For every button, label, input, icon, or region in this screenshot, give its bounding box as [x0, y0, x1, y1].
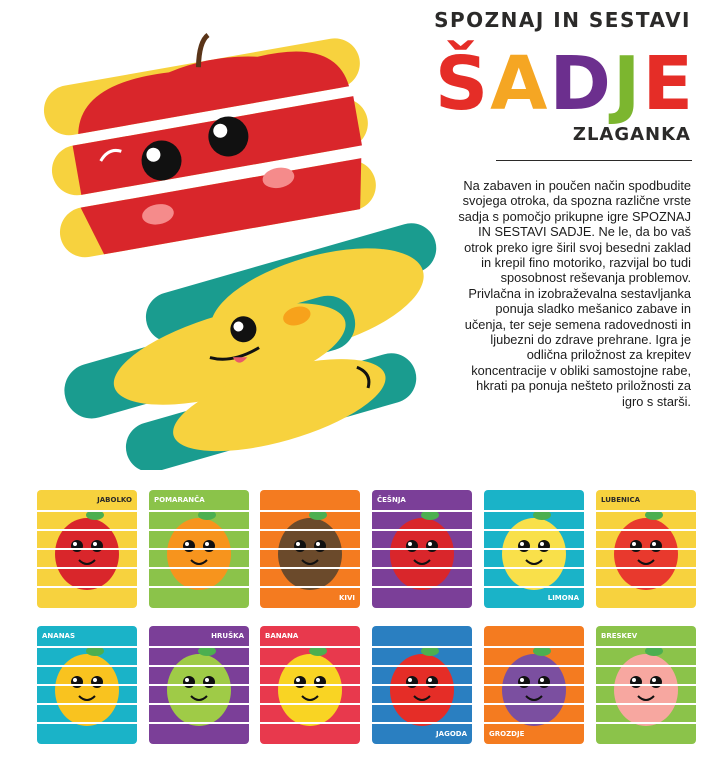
puzzle-cut-line [260, 529, 360, 531]
puzzle-cut-line [37, 586, 137, 588]
puzzle-cut-line [37, 665, 137, 667]
puzzle-cut-line [484, 567, 584, 569]
puzzle-cut-line [372, 665, 472, 667]
puzzle-cut-line [484, 646, 584, 648]
puzzle-cut-line [372, 684, 472, 686]
puzzle-cut-line [596, 722, 696, 724]
fruit-card-hruška [149, 626, 249, 744]
title-word [434, 41, 693, 127]
puzzle-cut-line [484, 684, 584, 686]
fruit-card-banana [260, 626, 360, 744]
divider [496, 160, 692, 161]
puzzle-cut-line [37, 722, 137, 724]
fruit-card-češnja [372, 490, 472, 608]
puzzle-cut-line [372, 567, 472, 569]
puzzle-cut-line [484, 586, 584, 588]
puzzle-cut-line [260, 665, 360, 667]
fruit-card-lubenica [596, 490, 696, 608]
fruit-card-ananas [37, 626, 137, 744]
fruit-card-label: BANANA [265, 632, 299, 640]
fruit-card-label: ČEŠNJA [377, 496, 406, 504]
puzzle-cut-line [372, 510, 472, 512]
title-letter-3: D [549, 41, 611, 127]
fruit-card-label: LIMONA [547, 594, 579, 602]
description: Na zabaven in poučen način spodbudite svojega otroka, da spozna različne vrste sadja s pomočjo prikupne igre SPOZNAJ IN SESTAVI SADJE. Ne le, da bo vaš otrok preko igre širil svoj besedni zaklad in krepil fino motoriko, razvijal bo tudi sposobnost reševanja problemov. Privlačna in izobraževalna sestavljanka ponuja sladko mešanico zabave in učenja, ter seje semena radovednosti in ljubezni do zdrave prehrane. Igra je odlična priložnost za krepitev koncentracije v obliki samostojne rabe, hkrati pa ponuja nešteto priložnosti za igro s starši. [458, 178, 691, 409]
puzzle-cut-line [484, 548, 584, 550]
puzzle-cut-line [372, 703, 472, 705]
puzzle-cut-line [149, 703, 249, 705]
puzzle-cut-line [372, 548, 472, 550]
fruit-card-label: KIVI [338, 594, 355, 602]
puzzle-cut-line [596, 684, 696, 686]
puzzle-cut-line [484, 529, 584, 531]
puzzle-cut-line [37, 646, 137, 648]
puzzle-cut-line [149, 646, 249, 648]
puzzle-cut-line [372, 586, 472, 588]
puzzle-cut-line [260, 548, 360, 550]
title-line-3: ZLAGANKA [572, 124, 691, 145]
fruit-card-label: GROZDJE [489, 730, 525, 738]
title-letter-2: A [490, 41, 548, 127]
puzzle-cut-line [37, 529, 137, 531]
puzzle-cut-line [37, 548, 137, 550]
puzzle-cut-line [484, 722, 584, 724]
fruit-card-limona [484, 490, 584, 608]
title-letter-4: J [612, 41, 641, 127]
puzzle-cut-line [260, 722, 360, 724]
fruit-card-label: BRESKEV [601, 632, 638, 640]
fruit-card-label: POMARANČA [154, 496, 205, 504]
puzzle-cut-line [260, 646, 360, 648]
fruit-card-jabolko [37, 490, 137, 608]
fruit-card-label: ANANAS [42, 632, 76, 640]
puzzle-cut-line [37, 510, 137, 512]
puzzle-cut-line [596, 586, 696, 588]
puzzle-cut-line [596, 510, 696, 512]
puzzle-cut-line [260, 684, 360, 686]
puzzle-cut-line [149, 529, 249, 531]
puzzle-cut-line [596, 646, 696, 648]
fruit-card-grozdje [484, 626, 584, 744]
puzzle-cut-line [37, 684, 137, 686]
puzzle-cut-line [149, 722, 249, 724]
puzzle-cut-line [372, 646, 472, 648]
puzzle-cut-line [149, 510, 249, 512]
puzzle-cut-line [372, 529, 472, 531]
fruit-card-label: JABOLKO [97, 496, 132, 504]
fruit-card-pomaranča [149, 490, 249, 608]
puzzle-cut-line [596, 529, 696, 531]
puzzle-cut-line [596, 665, 696, 667]
title-letter-1: Š [434, 41, 489, 127]
puzzle-cut-line [149, 567, 249, 569]
puzzle-cut-line [484, 703, 584, 705]
puzzle-cut-line [596, 703, 696, 705]
puzzle-cut-line [149, 586, 249, 588]
puzzle-cut-line [149, 548, 249, 550]
title-line-1: SPOZNAJ IN SESTAVI [434, 8, 691, 32]
puzzle-cut-line [149, 684, 249, 686]
fruit-card-label: JAGODA [436, 730, 467, 738]
puzzle-cut-line [484, 665, 584, 667]
fruit-card-label: LUBENICA [601, 496, 641, 504]
puzzle-cut-line [260, 586, 360, 588]
fruit-card-breskev [596, 626, 696, 744]
puzzle-cut-line [372, 722, 472, 724]
puzzle-cut-line [37, 703, 137, 705]
big-puzzle-illustration [0, 0, 460, 470]
puzzle-cut-line [149, 665, 249, 667]
puzzle-cut-line [596, 548, 696, 550]
puzzle-cut-line [260, 703, 360, 705]
puzzle-cut-line [484, 510, 584, 512]
fruit-card-label: HRUŠKA [211, 632, 244, 640]
title-letter-5: E [642, 41, 693, 127]
puzzle-cut-line [260, 567, 360, 569]
puzzle-cut-line [37, 567, 137, 569]
fruit-card-kivi [260, 490, 360, 608]
puzzle-cut-line [596, 567, 696, 569]
fruit-card-jagoda [372, 626, 472, 744]
puzzle-cut-line [260, 510, 360, 512]
